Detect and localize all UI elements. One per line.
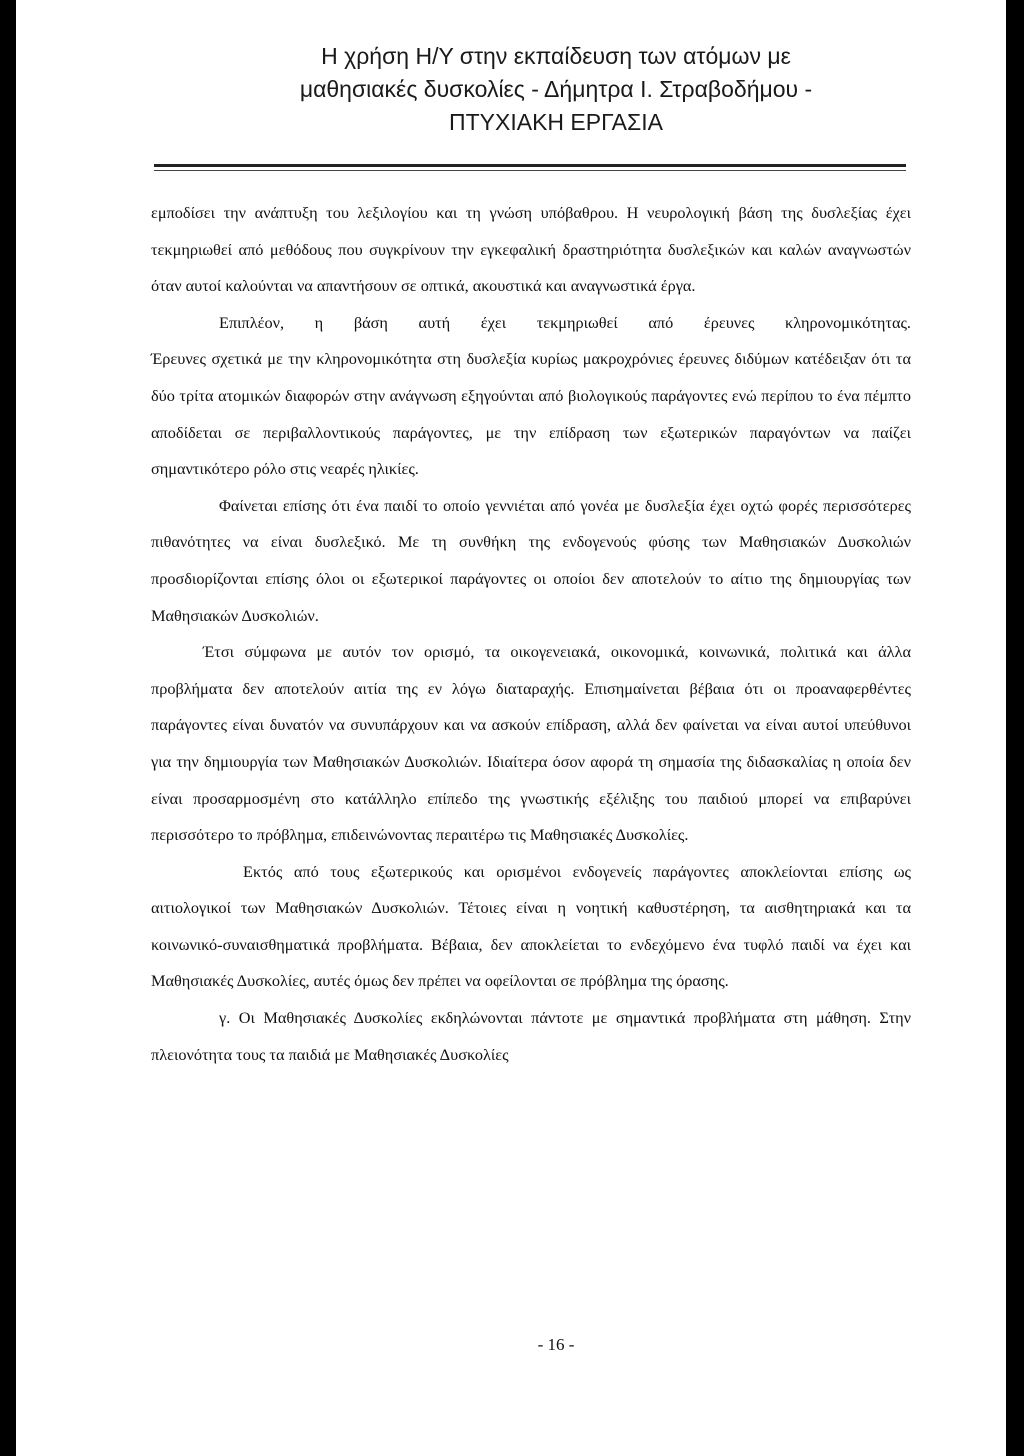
header-rule bbox=[154, 164, 906, 167]
paragraph: Επιπλέον, η βάση αυτή έχει τεκμηριωθεί από έρευνες κληρονομικότητας. bbox=[219, 312, 911, 332]
paragraph: Έρευνες σχετικά με την κληρονομικότητα στη δυσλεξία κυρίως μακροχρόνιες έρευνες διδύμων κατέδειξαν ότι τα δύο τρίτα ατομικών διαφορών στην ανάγνωση εξηγούνται από βιολογικούς παράγοντες ενώ περίπου το ένα πέμπτο αποδίδεται σε περιβαλλοντικούς παράγοντες, με την επίδραση των εξωτερικών παραγόντων να παίζει σημαντικότερο ρόλο στις νεαρές ηλικίες. bbox=[151, 349, 911, 479]
paragraph: Εκτός από τους εξωτερικούς και ορισμένοι ενδογενείς παράγοντες αποκλείονται επίσης ως αιτιολογικοί των Μαθησιακών Δυσκολιών. Τέτοιες είναι η νοητική καθυστέρηση, τα αισθητηριακά και τα κοινωνικό-συναισθηματικά προβλήματα. Βέβαια, δεν αποκλείεται το ενδεχόμενο ένα τυφλό παιδί να έχει και Μαθησιακές Δυσκολίες, αυτές όμως δεν πρέπει να οφείλονται σε πρόβλημα της όρασης. bbox=[151, 861, 911, 991]
running-header bbox=[16, 40, 1006, 139]
paragraph: γ. Οι Μαθησιακές Δυσκολίες εκδηλώνονται πάντοτε με σημαντικά προβλήματα στη μάθηση. Στην πλειονότητα τους τα παιδιά με Μαθησιακές Δυσκολίες bbox=[151, 1008, 911, 1064]
document-page bbox=[16, 0, 1006, 1456]
header-line-1: Η χρήση Η/Υ στην εκπαίδευση των ατόμων με bbox=[321, 43, 791, 69]
header-line-3: ΠΤΥΧΙΑΚΗ ΕΡΓΑΣΙΑ bbox=[449, 109, 663, 135]
paragraph: εμποδίσει την ανάπτυξη του λεξιλογίου και τη γνώση υπόβαθρου. Η νευρολογική βάση της δυσλεξίας έχει τεκμηριωθεί από μεθόδους που συγκρίνουν την εγκεφαλική δραστηριότητα δυσλεξικών και καλών αναγνωστών όταν αυτοί καλούνται να απαντήσουν σε οπτικά, ακουστικά και αναγνωστικά έργα. bbox=[151, 203, 911, 296]
body-text bbox=[151, 195, 911, 1073]
paragraph: Φαίνεται επίσης ότι ένα παιδί το οποίο γεννιέται από γονέα με δυσλεξία έχει οχτώ φορές περισσότερες πιθανότητες να είναι δυσλεξικό. Με τη συνθήκη της ενδογενούς φύσης των Μαθησιακών Δυσκολιών προσδιορίζονται επίσης όλοι οι εξωτερικοί παράγοντες οι οποίοι δεν αποτελούν το αίτιο της δημιουργίας των Μαθησιακών Δυσκολιών. bbox=[151, 495, 911, 625]
page-number: - 16 - bbox=[537, 1335, 575, 1354]
paragraph: Έτσι σύμφωνα με αυτόν τον ορισμό, τα οικογενειακά, οικονομικά, κοινωνικά, πολιτικά και άλλα προβλήματα δεν αποτελούν αιτία της εν λόγω διαταραχής. Επισημαίνεται βέβαια ότι οι προαναφερθέντες παράγοντες είναι δυνατόν να συνυπάρχουν και να ασκούν επίδραση, αλλά δεν φαίνεται να είναι αυτοί υπεύθυνοι για την δημιουργία των Μαθησιακών Δυσκολιών. Ιδιαίτερα όσον αφορά τη σημασία της διδασκαλίας η οποία δεν είναι προσαρμοσμένη στο κατάλληλο επίπεδο της γνωστικής εξέλιξης του παιδιού μπορεί να επιβαρύνει περισσότερο το πρόβλημα, επιδεινώνοντας περαιτέρω τις Μαθησιακές Δυσκολίες. bbox=[151, 642, 911, 845]
header-line-2: μαθησιακές δυσκολίες - Δήμητρα Ι. Στραβοδήμου - bbox=[299, 76, 813, 102]
header-rule-thin bbox=[154, 170, 906, 171]
